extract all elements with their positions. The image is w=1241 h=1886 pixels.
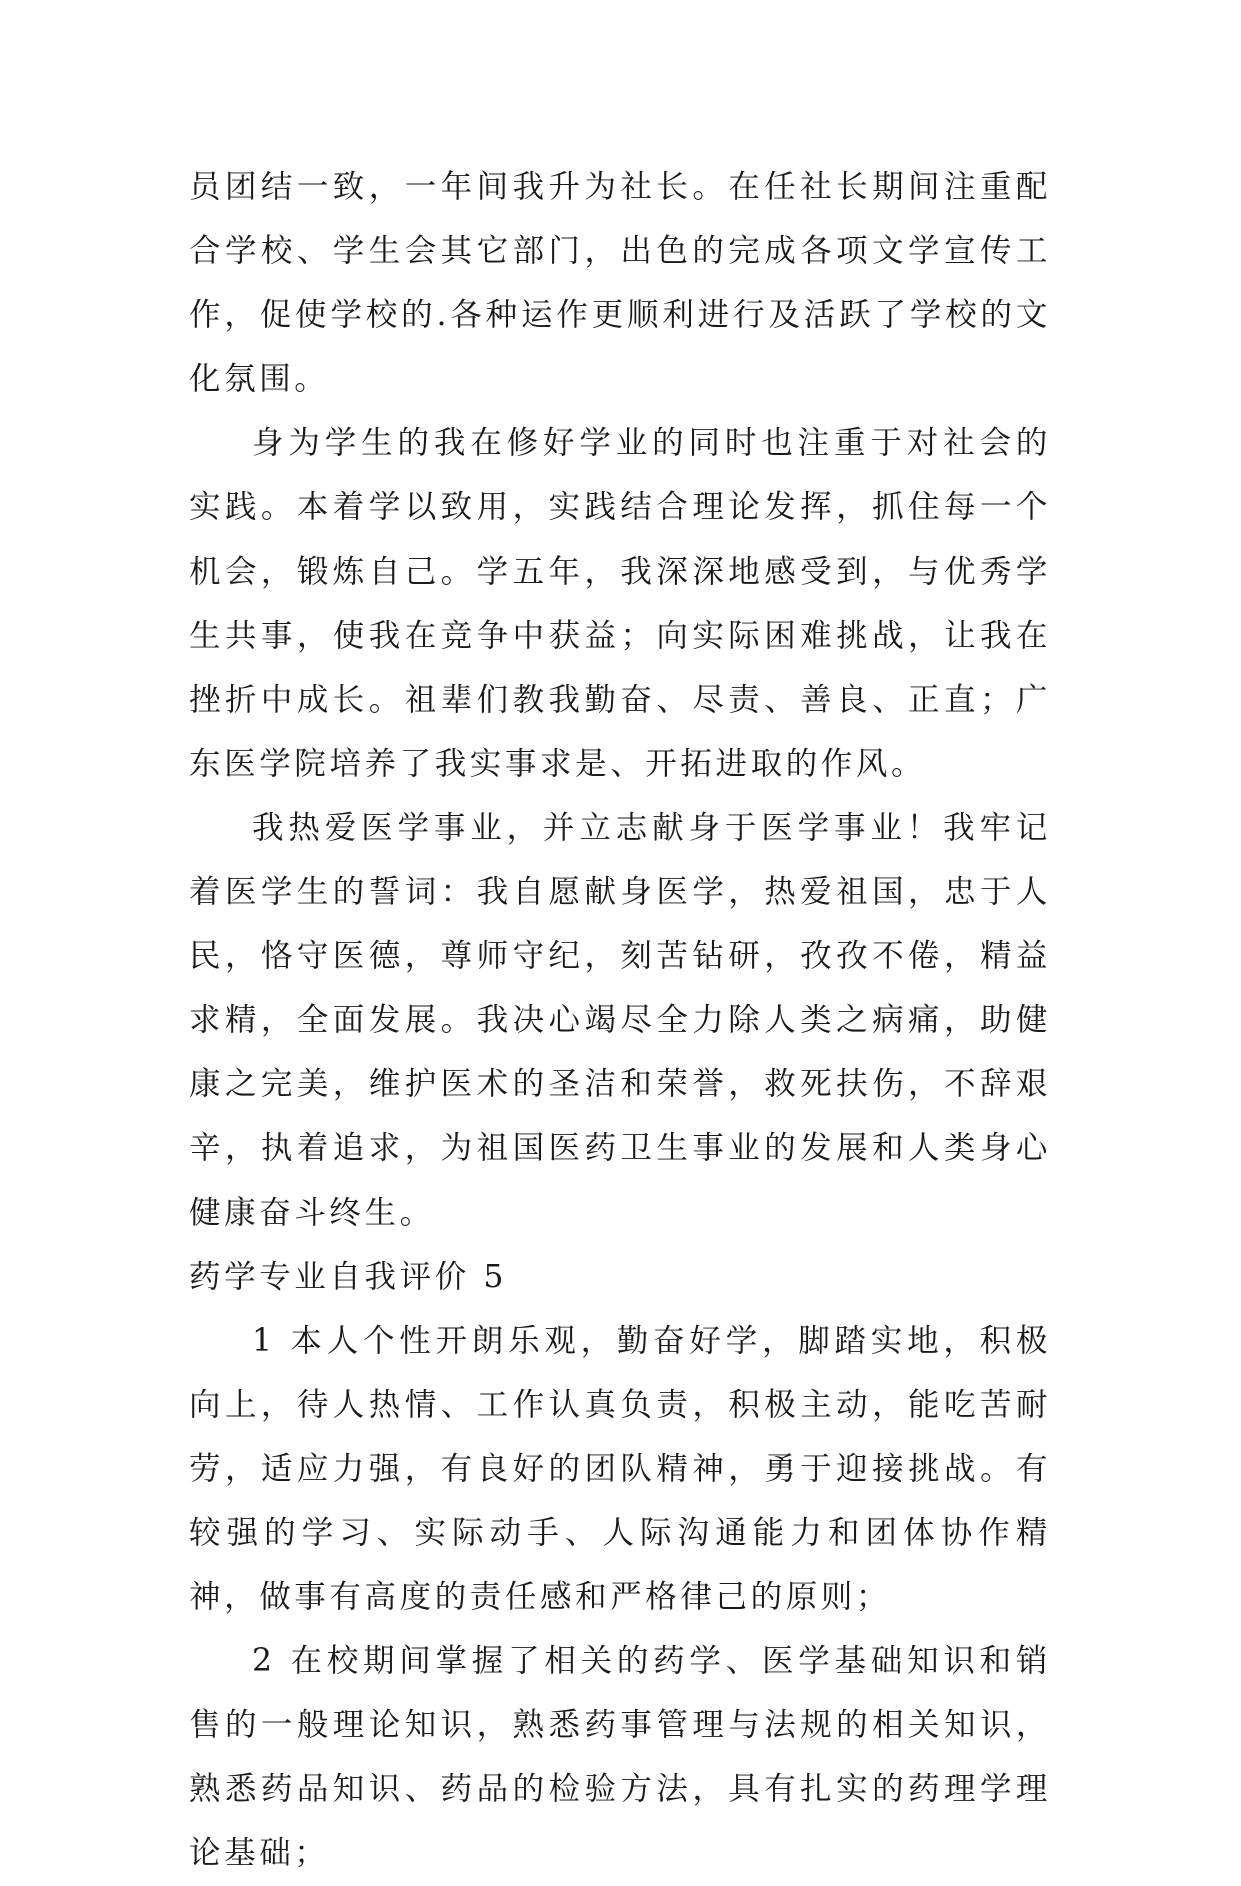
paragraph-social-practice: 身为学生的我在修好学业的同时也注重于对社会的实践。本着学以致用，实践结合理论发挥，抓住每一个机会，锻炼自己。学五年，我深深地感受到，与优秀学生共事，使我在竞争中获益；向实际困难挑战，让我在挫折中成长。祖辈们教我勤奋、尽责、善良、正直；广东医学院培养了我实事求是、开拓进取的作风。 <box>189 425 1051 782</box>
paragraph-medical-oath: 我热爱医学事业，并立志献身于医学事业！我牢记着医学生的誓词：我自愿献身医学，热爱祖国，忠于人民，恪守医德，尊师守纪，刻苦钻研，孜孜不倦，精益求精，全面发展。我决心竭尽全力除人类之病痛，助健康之完美，维护医术的圣洁和荣誉，救死扶伤，不辞艰辛，执着追求，为祖国医药卫生事业的发展和人类身心健康奋斗终生。 <box>189 809 1051 1231</box>
paragraph-knowledge: 2 在校期间掌握了相关的药学、医学基础知识和销售的一般理论知识，熟悉药事管理与法规的相关知识，熟悉药品知识、药品的检验方法，具有扎实的药理学理论基础； <box>189 1643 1051 1872</box>
paragraph-club-president: 员团结一致，一年间我升为社长。在任社长期间注重配合学校、学生会其它部门，出色的完成各项文学宣传工作，促使学校的.各种运作更顺利进行及活跃了学校的文化氛围。 <box>189 169 1051 398</box>
section-heading: 药学专业自我评价 5 <box>189 1258 508 1295</box>
paragraph-personality: 1 本人个性开朗乐观，勤奋好学，脚踏实地，积极向上，待人热情、工作认真负责，积极主动，能吃苦耐劳，适应力强，有良好的团队精神，勇于迎接挑战。有较强的学习、实际动手、人际沟通能力和团体协作精神，做事有高度的责任感和严格律己的原则； <box>189 1322 1051 1616</box>
document-body <box>189 155 1051 1886</box>
